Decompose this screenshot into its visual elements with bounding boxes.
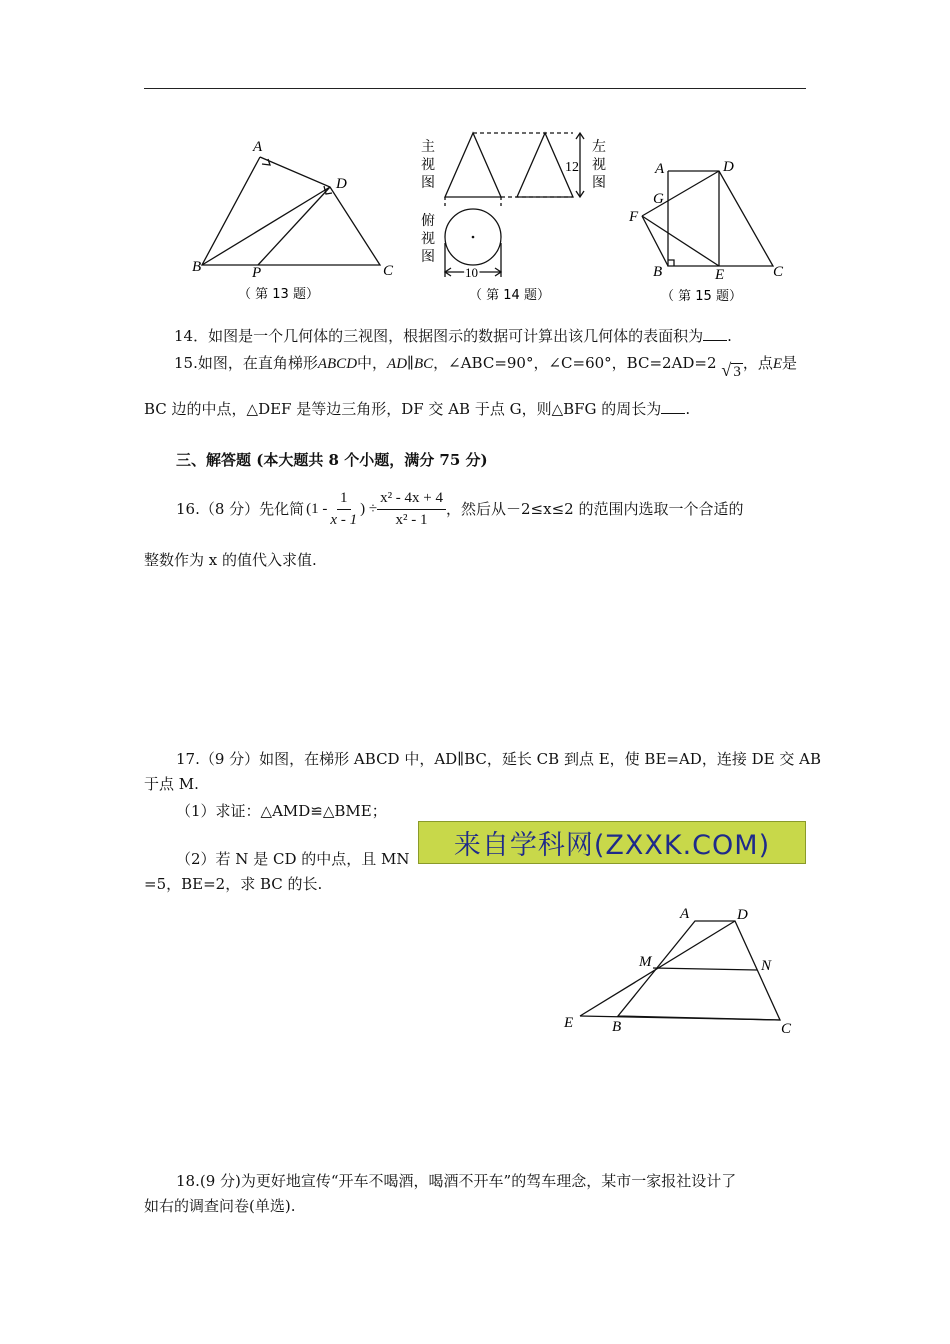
fig13-caption: （ 第 13 题） bbox=[238, 287, 319, 302]
fig14-front-label-3: 图 bbox=[421, 176, 435, 191]
question-14-end: . bbox=[727, 327, 732, 345]
fig13-label-a: A bbox=[253, 139, 263, 155]
fig15-label-b: B bbox=[653, 264, 663, 280]
fig15-caption: （ 第 15 题） bbox=[661, 289, 742, 304]
fig13-label-b: B bbox=[192, 259, 202, 275]
fig14-caption: （ 第 14 题） bbox=[469, 288, 550, 303]
figure-15 bbox=[625, 155, 795, 307]
question-14 bbox=[174, 325, 732, 347]
figure-14 bbox=[415, 125, 615, 307]
figure-17 bbox=[560, 900, 800, 1040]
q18-line2-text: 如右的调查问卷(单选). bbox=[144, 1197, 296, 1215]
fig14-front-label-2: 视 bbox=[421, 158, 435, 173]
q15-abcd: ABCD bbox=[317, 356, 358, 372]
fig13-label-p: P bbox=[252, 265, 262, 281]
question-18-line1 bbox=[176, 1170, 736, 1192]
fig13-label-d: D bbox=[336, 176, 347, 192]
question-14-text: 14．如图是一个几何体的三视图，根据图示的数据可计算出该几何体的表面积为 bbox=[174, 327, 704, 345]
fig17-label-m: M bbox=[639, 954, 652, 970]
q16-open: (1 - bbox=[306, 501, 328, 517]
fig17-label-c: C bbox=[781, 1021, 792, 1037]
q15-point-e: E bbox=[772, 356, 783, 372]
question-17-part2-cont bbox=[144, 873, 322, 895]
fig14-left-label-1: 左 bbox=[592, 140, 606, 155]
q15-line2-text: BC 边的中点，△DEF 是等边三角形，DF 交 AB 于点 G，则△BFG 的周长为 bbox=[144, 400, 662, 418]
fig13-label-c: C bbox=[383, 263, 394, 279]
fig15-label-f: F bbox=[629, 209, 639, 225]
q17-line1-text: 17.（9 分）如图，在梯形 ABCD 中，AD∥BC，延长 CB 到点 E，使 BE=AD，连接 DE 交 AB bbox=[176, 750, 821, 768]
fig14-height-label: 12 bbox=[565, 160, 579, 175]
q17-part2-text: （2）若 N 是 CD 的中点，且 MN bbox=[176, 850, 410, 868]
fig14-left-label-3: 图 bbox=[592, 176, 606, 191]
q15-is: 是 bbox=[782, 354, 798, 372]
question-18-line2 bbox=[144, 1195, 295, 1217]
q17-part1-text: （1）求证：△AMD≌△BME； bbox=[176, 802, 387, 820]
q16-fraction-2 bbox=[377, 490, 446, 529]
figure-13 bbox=[190, 135, 405, 307]
fig17-label-a: A bbox=[680, 906, 690, 922]
q16-frac2-den: x² - 1 bbox=[395, 511, 428, 528]
header-rule bbox=[144, 88, 806, 89]
question-16-line1 bbox=[176, 486, 743, 532]
section-3-heading bbox=[176, 449, 488, 471]
fig14-width-label: 10 bbox=[465, 265, 478, 280]
fig17-label-e: E bbox=[564, 1015, 574, 1031]
section-3-text: 三、解答题 (本大题共 8 个小题，满分 75 分) bbox=[176, 451, 488, 469]
q15-mid: 中， bbox=[357, 354, 388, 372]
q16-line2-text: 整数作为 x 的值代入求值. bbox=[144, 551, 317, 569]
q15-sqrt-value: 3 bbox=[733, 364, 741, 380]
q16-fraction-1 bbox=[327, 490, 360, 529]
question-15-line2 bbox=[144, 398, 690, 420]
q16-suffix: ，然后从－2≤x≤2 的范围内选取一个合适的 bbox=[446, 500, 744, 518]
answer-blank-14 bbox=[703, 326, 727, 341]
q16-prefix: 16.（8 分）先化简 bbox=[176, 500, 305, 518]
fig15-label-c: C bbox=[773, 264, 784, 280]
q15-end: . bbox=[685, 400, 691, 418]
watermark-text: 来自学科网(ZXXK.COM) bbox=[453, 830, 771, 861]
q17-part2-cont-text: =5，BE=2，求 BC 的长. bbox=[144, 875, 323, 893]
q17-line2-text: 于点 M. bbox=[144, 775, 199, 793]
fig17-label-b: B bbox=[612, 1019, 622, 1035]
q16-div: ) ÷ bbox=[360, 501, 378, 517]
fig15-label-d: D bbox=[723, 159, 734, 175]
answer-blank-15 bbox=[661, 399, 685, 414]
fig14-top-label-1: 俯 bbox=[421, 214, 435, 229]
q16-frac2-num: x² - 4x + 4 bbox=[377, 490, 446, 510]
fig15-label-g: G bbox=[653, 191, 664, 207]
question-17-part2 bbox=[176, 848, 410, 870]
q15-tail: ，点 bbox=[742, 354, 773, 372]
fig14-left-label-2: 视 bbox=[592, 158, 606, 173]
question-16-line2 bbox=[144, 549, 317, 571]
q15-intro: 15.如图，在直角梯形 bbox=[174, 354, 318, 372]
fig14-top-label-3: 图 bbox=[421, 250, 435, 265]
fig15-label-a: A bbox=[655, 161, 665, 177]
question-17-line1 bbox=[176, 748, 821, 770]
question-17-part1 bbox=[176, 800, 387, 822]
q16-frac1-num: 1 bbox=[337, 490, 351, 510]
fig15-label-e: E bbox=[715, 267, 725, 283]
fig14-front-label-1: 主 bbox=[421, 140, 435, 155]
q15-ad-bc: AD∥BC bbox=[387, 356, 434, 372]
q15-sqrt bbox=[721, 361, 743, 383]
fig17-label-n: N bbox=[761, 958, 772, 974]
q16-frac1-den: x - 1 bbox=[330, 511, 358, 528]
watermark-banner bbox=[418, 821, 806, 864]
q15-angles: ，∠ABC=90°，∠C=60°，BC=2AD=2 bbox=[433, 354, 717, 372]
fig14-top-label-2: 视 bbox=[421, 232, 435, 247]
q18-line1-text: 18.(9 分)为更好地宣传“开车不喝酒，喝酒不开车”的驾车理念，某市一家报社设计了 bbox=[176, 1172, 737, 1190]
question-15-line1 bbox=[174, 352, 798, 380]
question-17-line2 bbox=[144, 773, 199, 795]
fig17-label-d: D bbox=[737, 907, 748, 923]
